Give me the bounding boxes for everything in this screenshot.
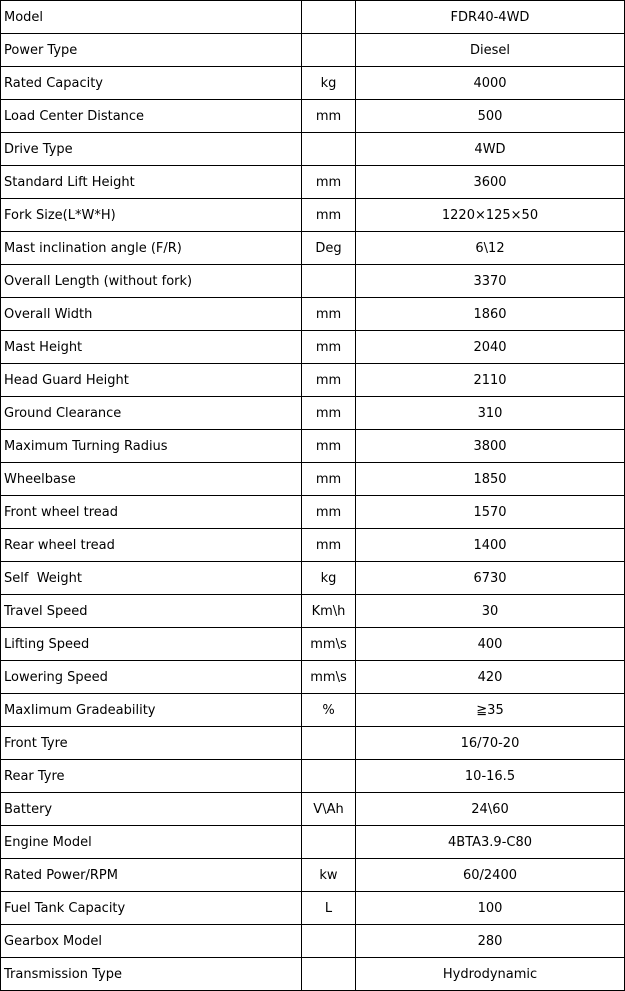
param-cell: Mast Height (1, 331, 302, 364)
table-row (1, 826, 625, 859)
unit-cell: mm\s (302, 628, 356, 661)
unit-cell: V\Ah (302, 793, 356, 826)
table-row (1, 529, 625, 562)
unit-cell: Km\h (302, 595, 356, 628)
value-cell: ≧35 (356, 694, 625, 727)
table-row (1, 892, 625, 925)
table-row (1, 100, 625, 133)
value-cell: 500 (356, 100, 625, 133)
table-row (1, 562, 625, 595)
param-cell: Wheelbase (1, 463, 302, 496)
value-cell: 1570 (356, 496, 625, 529)
param-cell: Fuel Tank Capacity (1, 892, 302, 925)
value-cell: 1860 (356, 298, 625, 331)
unit-cell: mm (302, 496, 356, 529)
value-cell: 280 (356, 925, 625, 958)
value-cell: 420 (356, 661, 625, 694)
param-cell: Front wheel tread (1, 496, 302, 529)
value-cell: 4000 (356, 67, 625, 100)
param-cell: Load Center Distance (1, 100, 302, 133)
value-cell: Hydrodynamic (356, 958, 625, 991)
param-cell: Travel Speed (1, 595, 302, 628)
unit-cell: kg (302, 67, 356, 100)
unit-cell (302, 826, 356, 859)
unit-cell (302, 34, 356, 67)
table-row (1, 595, 625, 628)
table-row (1, 793, 625, 826)
value-cell: 2040 (356, 331, 625, 364)
param-cell: Rated Capacity (1, 67, 302, 100)
param-cell: Standard Lift Height (1, 166, 302, 199)
param-cell: Drive Type (1, 133, 302, 166)
param-cell: Transmission Type (1, 958, 302, 991)
param-cell: Overall Length (without fork) (1, 265, 302, 298)
unit-cell: Deg (302, 232, 356, 265)
param-cell: Fork Size(L*W*H) (1, 199, 302, 232)
param-cell: Rear Tyre (1, 760, 302, 793)
unit-cell: mm (302, 166, 356, 199)
param-cell: Rear wheel tread (1, 529, 302, 562)
value-cell: 1850 (356, 463, 625, 496)
param-cell: Maximum Turning Radius (1, 430, 302, 463)
value-cell: 30 (356, 595, 625, 628)
value-cell: 60/2400 (356, 859, 625, 892)
param-cell: Lowering Speed (1, 661, 302, 694)
table-row (1, 925, 625, 958)
table-row (1, 232, 625, 265)
unit-cell (302, 1, 356, 34)
table-row (1, 496, 625, 529)
unit-cell: mm (302, 529, 356, 562)
param-cell: MaxIimum Gradeability (1, 694, 302, 727)
unit-cell: mm (302, 364, 356, 397)
value-cell: 1220×125×50 (356, 199, 625, 232)
table-row (1, 265, 625, 298)
param-cell: Ground Clearance (1, 397, 302, 430)
value-cell: 10-16.5 (356, 760, 625, 793)
unit-cell: mm (302, 331, 356, 364)
table-row (1, 859, 625, 892)
unit-cell (302, 133, 356, 166)
table-row (1, 628, 625, 661)
unit-cell: L (302, 892, 356, 925)
value-cell: FDR40-4WD (356, 1, 625, 34)
table-row (1, 34, 625, 67)
table-row (1, 694, 625, 727)
table-row (1, 661, 625, 694)
unit-cell (302, 727, 356, 760)
param-cell: Engine Model (1, 826, 302, 859)
value-cell: 4BTA3.9-C80 (356, 826, 625, 859)
table-row (1, 199, 625, 232)
param-cell: Model (1, 1, 302, 34)
table-row (1, 430, 625, 463)
table-row (1, 463, 625, 496)
table-row (1, 67, 625, 100)
value-cell: 6730 (356, 562, 625, 595)
value-cell: 3800 (356, 430, 625, 463)
unit-cell: % (302, 694, 356, 727)
param-cell: Head Guard Height (1, 364, 302, 397)
unit-cell (302, 958, 356, 991)
unit-cell: mm (302, 100, 356, 133)
table-row (1, 1, 625, 34)
value-cell: 3370 (356, 265, 625, 298)
unit-cell: kg (302, 562, 356, 595)
table-row (1, 298, 625, 331)
param-cell: Battery (1, 793, 302, 826)
unit-cell: mm (302, 430, 356, 463)
table-row (1, 133, 625, 166)
value-cell: 400 (356, 628, 625, 661)
table-row (1, 958, 625, 991)
param-cell: Mast inclination angle (F/R) (1, 232, 302, 265)
value-cell: 24\60 (356, 793, 625, 826)
value-cell: 6\12 (356, 232, 625, 265)
param-cell: Lifting Speed (1, 628, 302, 661)
value-cell: 16/70-20 (356, 727, 625, 760)
unit-cell: mm\s (302, 661, 356, 694)
param-cell: Overall Width (1, 298, 302, 331)
value-cell: Diesel (356, 34, 625, 67)
param-cell: Power Type (1, 34, 302, 67)
table-row (1, 364, 625, 397)
unit-cell: mm (302, 397, 356, 430)
param-cell: Front Tyre (1, 727, 302, 760)
table-row (1, 727, 625, 760)
unit-cell: mm (302, 298, 356, 331)
value-cell: 100 (356, 892, 625, 925)
value-cell: 1400 (356, 529, 625, 562)
table-row (1, 760, 625, 793)
value-cell: 2110 (356, 364, 625, 397)
unit-cell (302, 265, 356, 298)
param-cell: Self Weight (1, 562, 302, 595)
value-cell: 4WD (356, 133, 625, 166)
unit-cell: mm (302, 199, 356, 232)
unit-cell: kw (302, 859, 356, 892)
spec-table-body (1, 1, 625, 991)
unit-cell (302, 760, 356, 793)
value-cell: 3600 (356, 166, 625, 199)
table-row (1, 397, 625, 430)
table-row (1, 331, 625, 364)
param-cell: Gearbox Model (1, 925, 302, 958)
unit-cell (302, 925, 356, 958)
param-cell: Rated Power/RPM (1, 859, 302, 892)
table-row (1, 166, 625, 199)
value-cell: 310 (356, 397, 625, 430)
unit-cell: mm (302, 463, 356, 496)
